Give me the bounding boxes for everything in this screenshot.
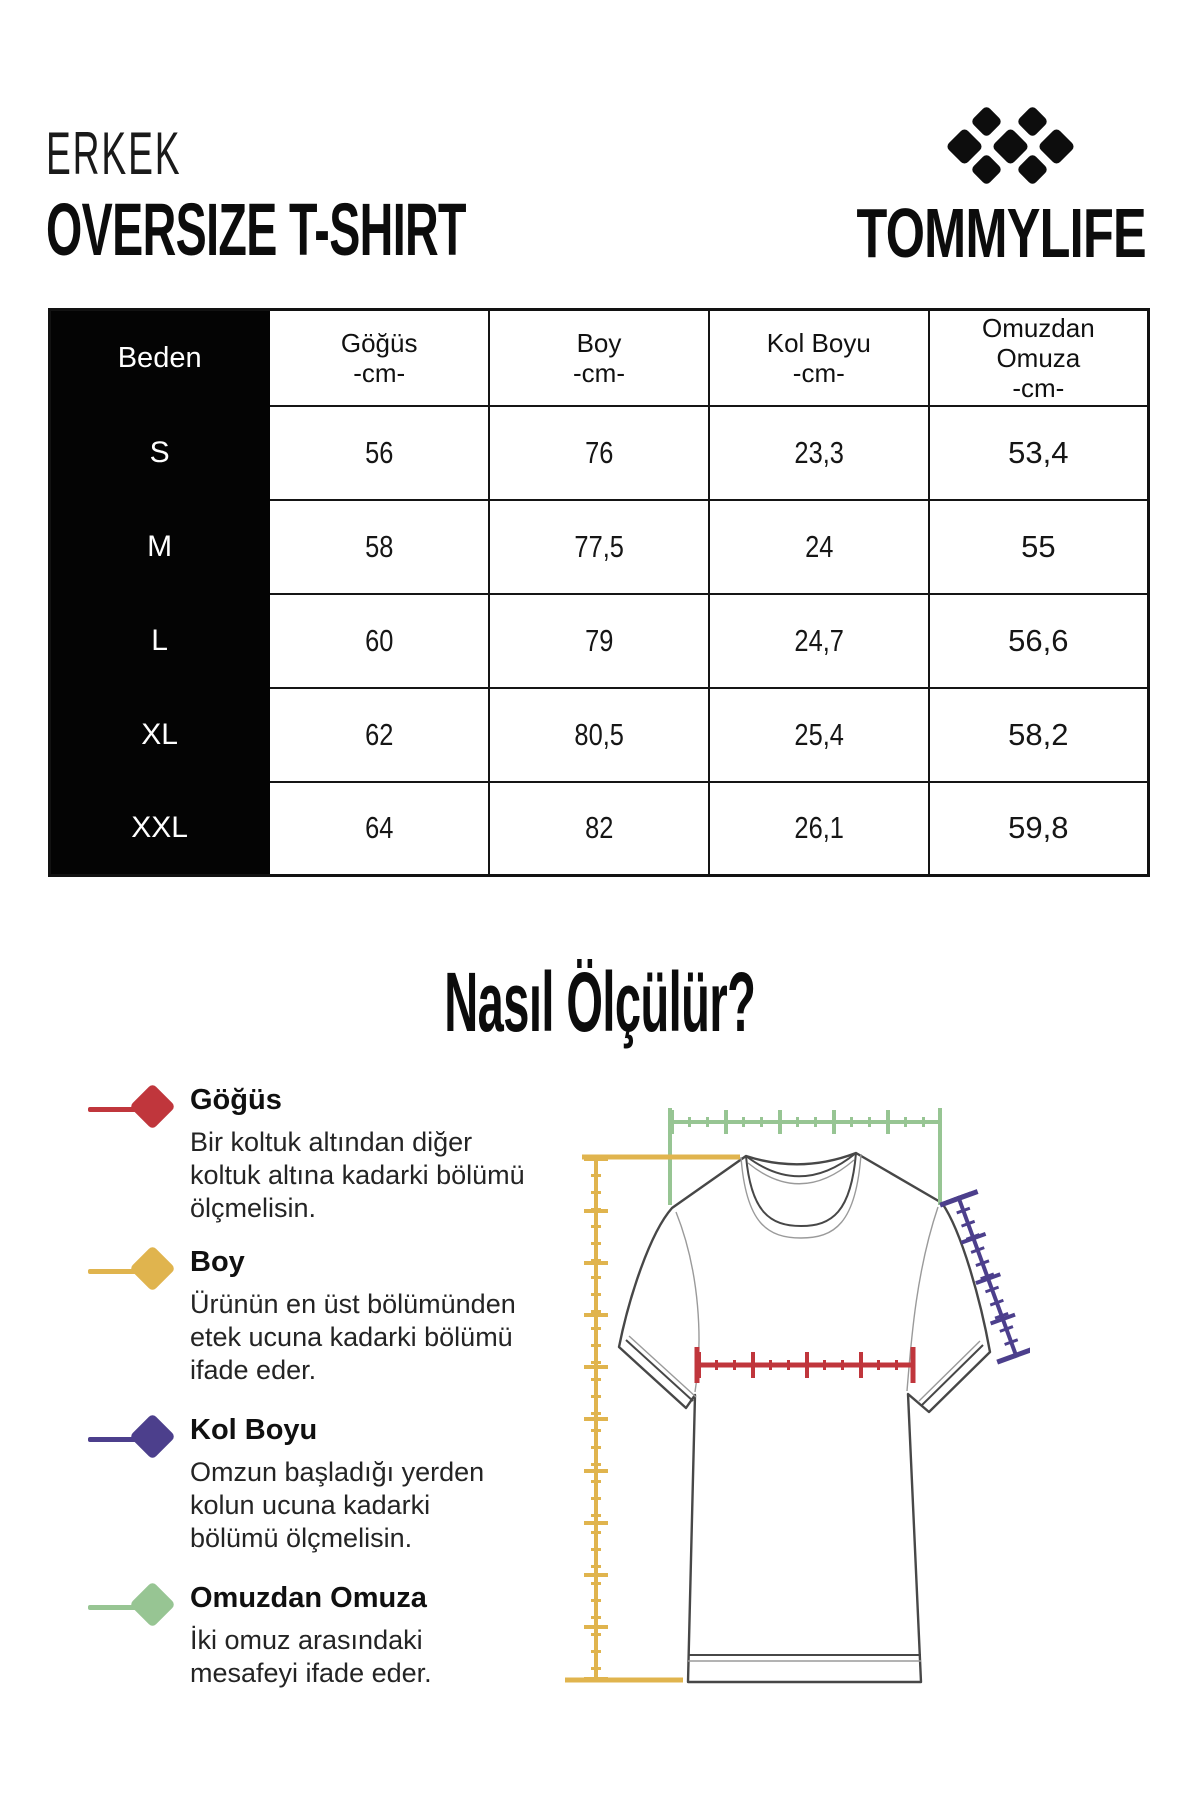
category-label: ERKEK (46, 120, 182, 187)
legend-description (190, 1288, 516, 1387)
value-cell (489, 406, 709, 500)
value: 77,5 (574, 528, 624, 564)
table-header-row (50, 310, 1149, 406)
header-unit: -cm- (792, 357, 845, 388)
desc-line: etek ucuna kadarki bölümü (190, 1322, 513, 1352)
size-table-wrap (48, 308, 1150, 877)
legend-title: Göğüs (190, 1084, 282, 1116)
header-label: Kol Boyu (766, 327, 871, 358)
diamond-marker-icon (129, 1245, 176, 1292)
tshirt-measurement-diagram (555, 1090, 1030, 1700)
value: 25,4 (794, 716, 844, 752)
header-cell-beden (50, 310, 270, 406)
legend-item-boy (70, 1246, 550, 1396)
desc-line: bölümü ölçmelisin. (190, 1523, 413, 1553)
diamond-icon (1016, 153, 1049, 186)
header-unit: -cm- (1012, 372, 1065, 403)
product-title: OVERSIZE T-SHIRT (46, 188, 466, 271)
value: 24,7 (794, 622, 844, 658)
value-cell (929, 406, 1149, 500)
value-cell (709, 688, 929, 782)
value: 26,1 (794, 810, 844, 846)
value-cell (709, 406, 929, 500)
value-cell (929, 594, 1149, 688)
header-unit: -cm- (573, 357, 625, 388)
header-cell-kol-boyu (709, 310, 929, 406)
legend-item-gogus (70, 1084, 550, 1234)
desc-line: Ürünün en üst bölümünden (190, 1289, 516, 1319)
size-cell: XXL (50, 782, 270, 876)
desc-line: Omzun başladığı yerden (190, 1457, 485, 1487)
value: 56 (365, 434, 394, 470)
value-cell (929, 500, 1149, 594)
value: 64 (365, 810, 394, 846)
value: 80,5 (574, 716, 624, 752)
diamond-icon (991, 127, 1029, 165)
value: 58,2 (1008, 716, 1069, 752)
diamond-icon (970, 153, 1003, 186)
value: 76 (584, 434, 614, 470)
value-cell (269, 406, 489, 500)
value-cell (269, 688, 489, 782)
table-row-l (50, 594, 1149, 688)
value: 62 (365, 716, 394, 752)
size-cell: M (50, 500, 270, 594)
size-cell: XL (50, 688, 270, 782)
desc-line: İki omuz arasındaki (190, 1625, 423, 1655)
value-cell (269, 594, 489, 688)
value-cell (929, 782, 1149, 876)
value-cell (489, 782, 709, 876)
diamond-marker-icon (129, 1413, 176, 1460)
legend-description (190, 1126, 525, 1225)
table-row-s (50, 406, 1149, 500)
value-cell (269, 500, 489, 594)
desc-line: ifade eder. (190, 1355, 317, 1385)
value-cell (269, 782, 489, 876)
diamond-icon (1037, 127, 1075, 165)
diamond-marker-icon (129, 1581, 176, 1628)
value: 82 (584, 810, 614, 846)
value-cell (489, 688, 709, 782)
desc-line: koltuk altına kadarki bölümü (190, 1160, 525, 1190)
value: 79 (584, 622, 614, 658)
header-unit: -cm- (353, 357, 406, 388)
desc-line: Bir koltuk altından diğer (190, 1127, 473, 1157)
header-cell-omuzdan-omuza (929, 310, 1149, 406)
legend-title: Kol Boyu (190, 1414, 318, 1446)
value: 56,6 (1008, 622, 1069, 658)
value: 59,8 (1008, 810, 1069, 846)
value: 60 (365, 622, 394, 658)
diamond-marker-icon (129, 1083, 176, 1130)
desc-line: mesafeyi ifade eder. (190, 1658, 432, 1688)
how-to-measure-title (0, 955, 1200, 1049)
value-cell (709, 594, 929, 688)
tshirt-outline (619, 1153, 990, 1682)
table-row-xl (50, 688, 1149, 782)
value: 53,4 (1008, 434, 1069, 470)
header-label: Beden (117, 341, 202, 374)
header-label: Omuzdan Omuza (981, 312, 1095, 373)
legend-description (190, 1456, 484, 1555)
value-cell (489, 594, 709, 688)
legend-title: Omuzdan Omuza (190, 1582, 427, 1614)
brand-name: TOMMYLIFE (856, 194, 1146, 272)
table-row-xxl (50, 782, 1149, 876)
header-label: Göğüs (340, 327, 418, 358)
size-cell: S (50, 406, 270, 500)
desc-line: ölçmelisin. (190, 1193, 317, 1223)
legend-title: Boy (190, 1246, 245, 1278)
brand-logo-icon (945, 102, 1077, 192)
value: 24 (804, 528, 833, 564)
value-cell (709, 782, 929, 876)
legend-item-omuzdan-omuza (70, 1582, 550, 1732)
diamond-icon (945, 127, 983, 165)
value: 23,3 (794, 434, 844, 470)
value-cell (709, 500, 929, 594)
value: 58 (365, 528, 394, 564)
value-cell (489, 500, 709, 594)
size-cell: L (50, 594, 270, 688)
value-cell (929, 688, 1149, 782)
legend-item-kol-boyu (70, 1414, 550, 1564)
table-row-m (50, 500, 1149, 594)
diamond-icon (1016, 105, 1049, 138)
how-to-measure-title-text: Nasıl Ölçülür? (444, 955, 756, 1049)
desc-line: kolun ucuna kadarki (190, 1490, 431, 1520)
header-cell-gogus (269, 310, 489, 406)
legend-description (190, 1624, 432, 1690)
header-label: Boy (576, 327, 622, 358)
size-table (48, 308, 1150, 877)
value: 55 (1021, 528, 1056, 564)
diamond-icon (970, 105, 1003, 138)
header-cell-boy (489, 310, 709, 406)
